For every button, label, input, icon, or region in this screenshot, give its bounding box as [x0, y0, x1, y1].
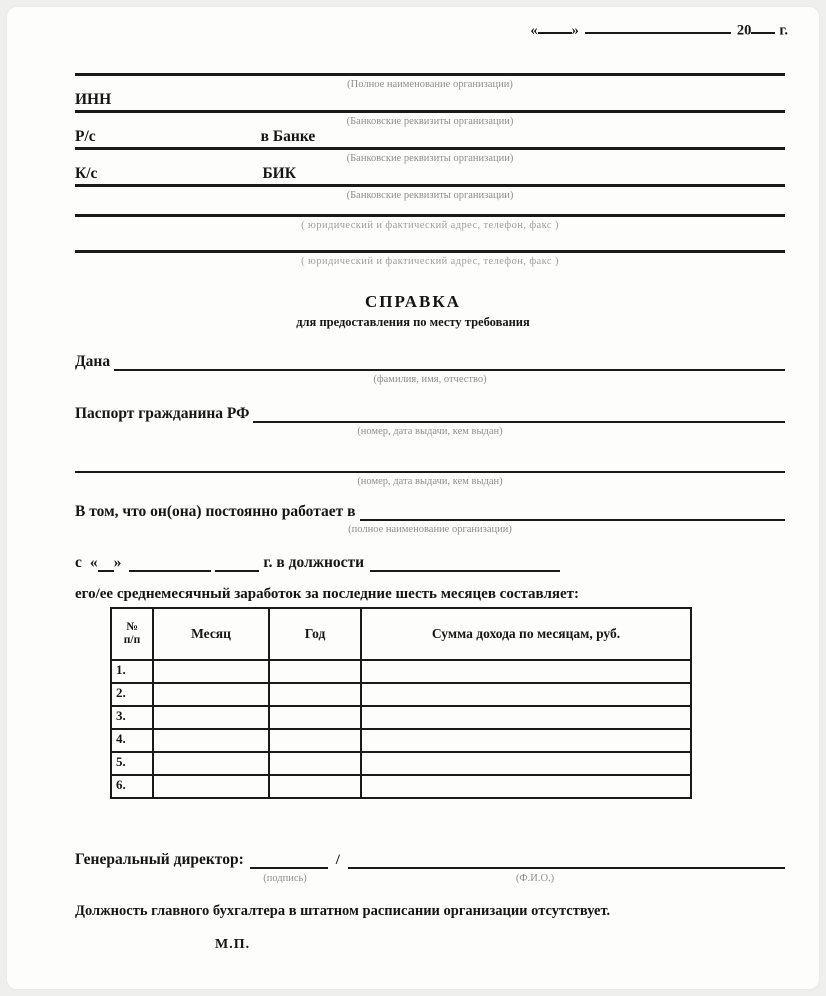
passport-label: Паспорт гражданина РФ: [75, 405, 250, 422]
row-number: 6.: [111, 775, 153, 798]
caption-bank-details-1: (Банковские реквизиты организации): [346, 116, 514, 127]
title-block: [0, 292, 826, 330]
cell-month: [153, 729, 269, 752]
since-month-blank: [129, 558, 211, 572]
table-row: [111, 775, 691, 798]
caption-org-full-name: (Полное наименование организации): [347, 79, 513, 90]
director-signature-line: [75, 850, 785, 869]
passport-blank: [253, 421, 785, 423]
cell-year: [269, 775, 361, 798]
ks-label: К/с: [75, 165, 98, 182]
caption-passport-1: (номер, дата выдачи, кем выдан): [357, 426, 503, 437]
header-row-number: [111, 608, 153, 660]
document-subtitle: для предоставления по месту требования: [296, 315, 530, 329]
caption-bank-details-3: (Банковские реквизиты организации): [346, 190, 514, 201]
cell-month: [153, 752, 269, 775]
table-row: [111, 683, 691, 706]
date-month-blank: [585, 22, 731, 34]
since-year-blank: [215, 558, 259, 572]
rs-line: [75, 129, 785, 150]
caption-org-name: (полное наименование организации): [348, 524, 512, 535]
caption-signature: (подпись): [263, 873, 307, 884]
caption-fio: (фамилия, имя, отчество): [373, 374, 487, 385]
director-label: Генеральный директор:: [75, 851, 244, 868]
income-table: [110, 607, 692, 799]
table-row: [111, 752, 691, 775]
position-blank: [370, 558, 560, 572]
since-open-quote: «: [89, 554, 98, 571]
in-bank-label: в Банке: [260, 128, 316, 145]
since-label: с: [75, 554, 82, 571]
cell-amount: [361, 729, 691, 752]
header-num-line2: п/п: [123, 634, 141, 646]
date-line: [530, 22, 788, 39]
issued-label: Дана: [75, 353, 111, 370]
slash-separator: /: [335, 852, 340, 868]
passport-line: [75, 402, 785, 423]
table-row: [111, 706, 691, 729]
row-number: 4.: [111, 729, 153, 752]
bik-label: БИК: [262, 165, 296, 182]
cell-amount: [361, 660, 691, 683]
caption-passport-2: (номер, дата выдачи, кем выдан): [357, 476, 503, 487]
cell-month: [153, 683, 269, 706]
cell-year: [269, 752, 361, 775]
row-number: 5.: [111, 752, 153, 775]
row-number: 1.: [111, 660, 153, 683]
cell-year: [269, 660, 361, 683]
cell-amount: [361, 683, 691, 706]
inn-line: [75, 92, 785, 113]
caption-fio-short: (Ф.И.О.): [515, 873, 555, 884]
cell-month: [153, 660, 269, 683]
since-day-blank: [98, 558, 114, 572]
seal-mark: М.П.: [215, 937, 251, 952]
row-number: 2.: [111, 683, 153, 706]
works-blank: [360, 519, 785, 521]
salary-statement: его/ее среднемесячный заработок за последние шесть месяцев составляет:: [75, 586, 580, 602]
cell-month: [153, 706, 269, 729]
header-amount: Сумма дохода по месяцам, руб.: [361, 608, 691, 660]
accountant-note: Должность главного бухгалтера в штатном расписании организации отсутствует.: [75, 903, 611, 919]
cell-month: [153, 775, 269, 798]
header-num-line1: №: [126, 621, 138, 633]
caption-bank-details-2: (Банковские реквизиты организации): [346, 153, 514, 164]
works-label: В том, что он(она) постоянно работает в: [75, 503, 356, 520]
issued-to-line: [75, 350, 785, 371]
inn-label: ИНН: [75, 91, 112, 108]
since-date-line: [75, 551, 785, 572]
organization-header: [75, 58, 785, 268]
date-day-blank: [538, 22, 572, 34]
passport-blank-2: [75, 471, 785, 473]
header-month: Месяц: [153, 608, 269, 660]
signature-captions: [75, 869, 785, 883]
signature-block: [75, 850, 785, 883]
date-year-prefix: 20: [736, 22, 752, 39]
date-open-quote: «: [530, 22, 538, 39]
position-label: г. в должности: [263, 554, 365, 571]
table-row: [111, 729, 691, 752]
caption-address-1: ( юридический и фактический адрес, телефон, факс ): [301, 220, 559, 231]
cell-year: [269, 706, 361, 729]
header-year: Год: [269, 608, 361, 660]
issued-blank: [114, 369, 785, 371]
since-close-quote: »: [113, 554, 122, 571]
caption-address-2: ( юридический и фактический адрес, телефон, факс ): [301, 256, 559, 267]
cell-year: [269, 683, 361, 706]
passport-line-2: [75, 452, 785, 473]
document-title: СПРАВКА: [365, 292, 461, 311]
cell-amount: [361, 706, 691, 729]
cell-amount: [361, 775, 691, 798]
date-year-blank: [751, 22, 775, 34]
cell-amount: [361, 752, 691, 775]
date-close-quote: »: [571, 22, 579, 39]
date-year-suffix: г.: [779, 22, 788, 39]
rs-label: Р/с: [75, 128, 96, 145]
table-row: [111, 660, 691, 683]
works-at-line: [75, 500, 785, 521]
ks-line: [75, 166, 785, 187]
table-header-row: [111, 608, 691, 660]
form-body: [75, 350, 785, 603]
row-number: 3.: [111, 706, 153, 729]
cell-year: [269, 729, 361, 752]
